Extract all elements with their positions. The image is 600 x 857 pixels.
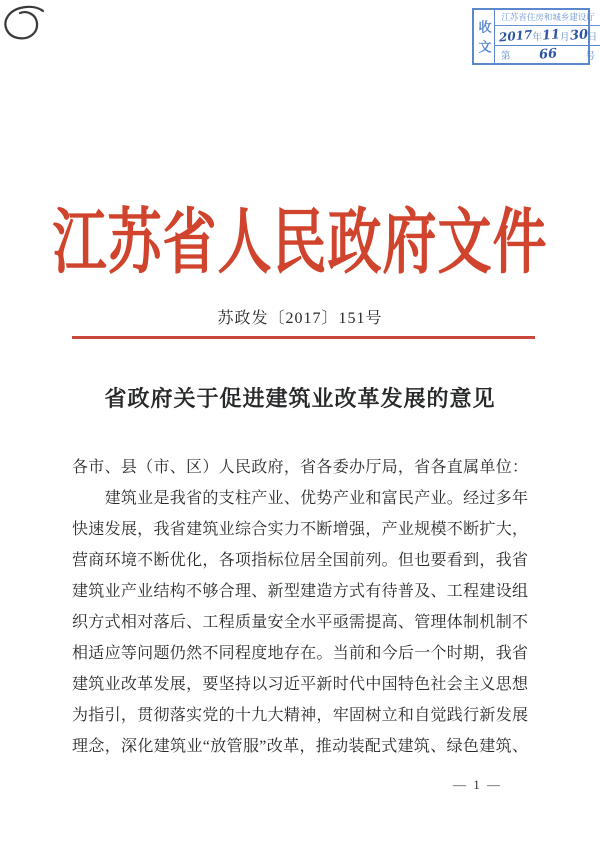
body-line: 建筑业产业结构不够合理、新型建造方式有待普及、工程建设组 bbox=[72, 583, 528, 600]
body-line: 快速发展，我省建筑业综合实力不断增强，产业规模不断扩大， bbox=[72, 521, 528, 538]
stamp-month-value: 11 bbox=[541, 27, 561, 44]
body-line: 建筑业是我省的支柱产业、优势产业和富民产业。经过多年 bbox=[72, 490, 528, 507]
stamp-number-suffix: 号 bbox=[585, 51, 596, 62]
receipt-stamp bbox=[472, 8, 598, 65]
body-line: 理念，深化建筑业“放管服”改革，推动装配式建筑、绿色建筑、 bbox=[72, 738, 528, 755]
stamp-received-label: 收文 bbox=[474, 10, 495, 63]
body-line: 织方式相对落后、工程质量安全水平亟需提高、管理体制机制不 bbox=[72, 614, 528, 631]
document-number: 苏政发〔2017〕151号 bbox=[217, 310, 383, 327]
stamp-year-value: 2017 bbox=[498, 27, 533, 44]
document-body bbox=[72, 452, 528, 762]
stamp-month-label: 月 bbox=[560, 32, 570, 43]
stamp-number-prefix: 第 bbox=[501, 51, 511, 62]
body-line: 各市、县（市、区）人民政府，省各委办厅局，省各直属单位： bbox=[72, 459, 528, 476]
red-separator-rule bbox=[72, 336, 535, 339]
stamp-date-row bbox=[495, 26, 600, 46]
stamp-body bbox=[495, 10, 600, 63]
masthead-title: 江苏省人民政府文件 bbox=[52, 203, 548, 283]
stamp-year-label: 年 bbox=[532, 32, 542, 43]
stamp-day-label: 日 bbox=[587, 32, 598, 43]
stamp-number-value: 66 bbox=[538, 46, 558, 63]
stamp-department-name: 江苏省住房和城乡建设厅 bbox=[495, 10, 600, 26]
scribble-stroke bbox=[5, 7, 43, 38]
handwritten-scribble-icon bbox=[2, 4, 48, 52]
body-line: 为指引，贯彻落实党的十九大精神，牢固树立和自觉践行新发展 bbox=[72, 707, 528, 724]
stamp-number-row bbox=[495, 46, 600, 63]
body-line: 营商环境不断优化，各项指标位居全国前列。但也要看到，我省 bbox=[72, 552, 528, 569]
stamp-day-value: 30 bbox=[568, 27, 589, 44]
page-number: — 1 — bbox=[453, 777, 502, 792]
body-line: 建筑业改革发展，要坚持以习近平新时代中国特色社会主义思想 bbox=[72, 676, 528, 693]
document-title: 省政府关于促进建筑业改革发展的意见 bbox=[104, 386, 496, 411]
body-line: 相适应等问题仍然不同程度地存在。当前和今后一个时期，我省 bbox=[72, 645, 528, 662]
